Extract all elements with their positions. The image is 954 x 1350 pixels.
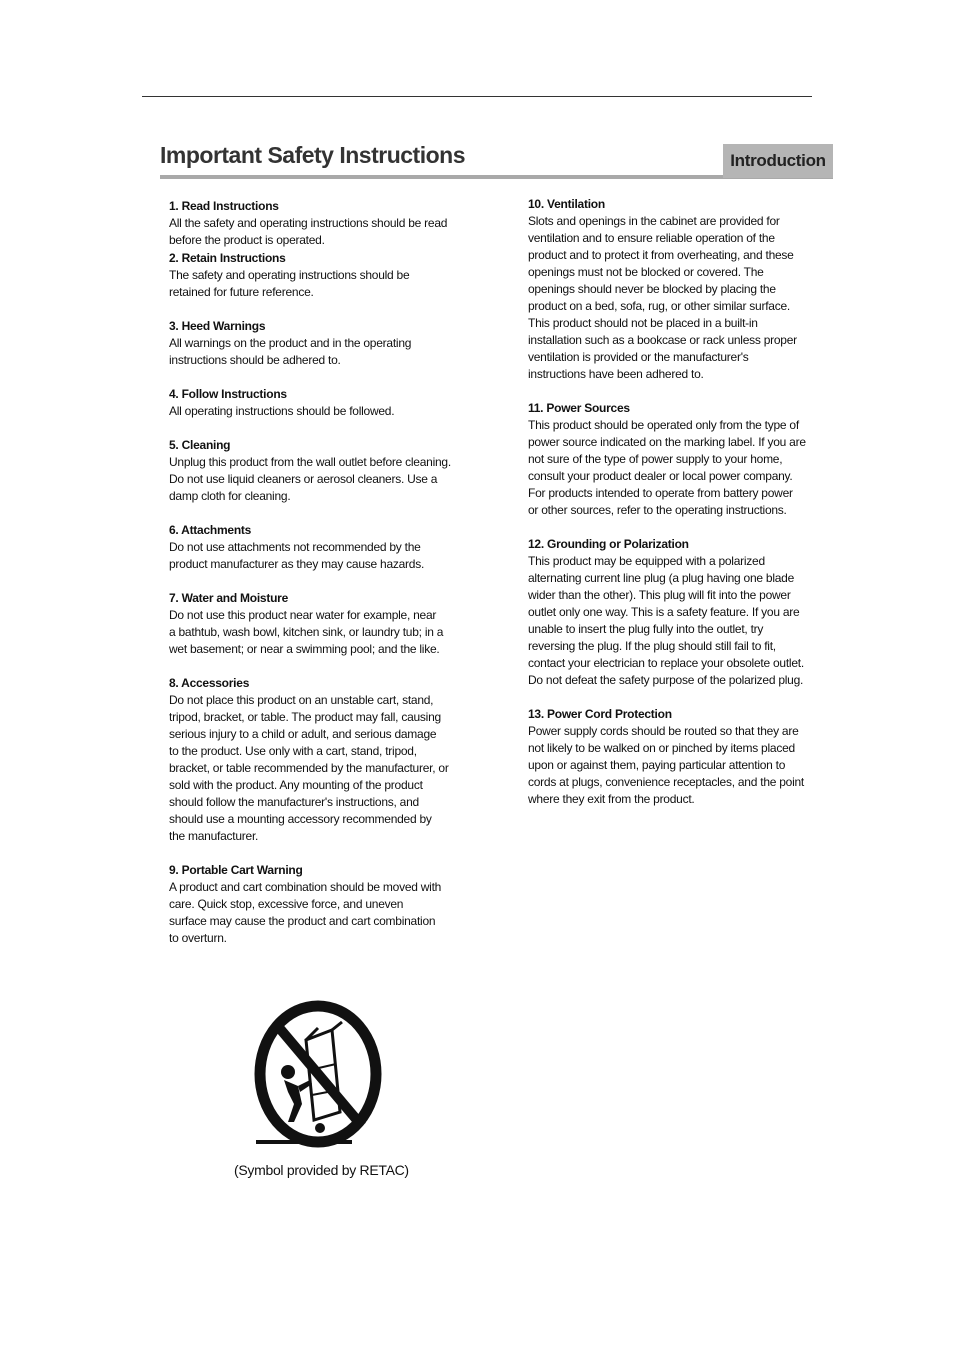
instruction-body: All operating instructions should be followed. xyxy=(169,404,395,418)
instruction-heading: 1. Read Instructions xyxy=(169,199,279,213)
instruction-item xyxy=(169,318,489,369)
instruction-heading: 10. Ventilation xyxy=(528,197,605,211)
instruction-body: Slots and openings in the cabinet are provided for ventilation and to ensure reliable operation of the product and to protect it from overheating, and these openings must not be blocked or covered. The openings should never be blocked by placing the product on a bed, sofa, rug, or other similar surface. This product should not be placed in a built-in installation such as a bookcase or rack unless proper ventilation is provided or the manufacturer's instructions have been adhered to. xyxy=(528,214,797,381)
instruction-heading: 8. Accessories xyxy=(169,676,250,690)
instruction-body: This product may be equipped with a polarized alternating current line plug (a plug having one blade wider than the other). This plug will fit into the power outlet only one way. This is a safety feature. If you are unable to insert the plug fully into the outlet, try reversing the plug. If the plug should still fail to fit, contact your electrician to replace your obsolete outlet. Do not defeat the safety purpose of the polarized plug. xyxy=(528,554,804,687)
instruction-item xyxy=(528,400,838,519)
instruction-heading: 6. Attachments xyxy=(169,523,252,537)
instruction-heading: 11. Power Sources xyxy=(528,401,630,415)
instruction-heading: 13. Power Cord Protection xyxy=(528,707,672,721)
instruction-body: Power supply cords should be routed so that they are not likely to be walked on or pinched by items placed upon or against them, paying particular attention to cords at plugs, convenience receptacles, and the point where they exit from the product. xyxy=(528,724,805,806)
top-rule xyxy=(142,96,812,97)
instruction-item xyxy=(169,198,489,249)
instruction-item xyxy=(169,590,489,658)
instruction-item xyxy=(169,437,489,505)
instruction-heading: 7. Water and Moisture xyxy=(169,591,288,605)
section-badge: Introduction xyxy=(723,144,833,178)
instruction-item xyxy=(528,706,838,808)
instruction-body: Do not place this product on an unstable cart, stand, tripod, bracket, or table. The product may fall, causing serious injury to a child or adult, and serious damage to the product. Use only with a cart, stand, tripod, bracket, or table recommended by the manufacturer, or sold with the product. Any mounting of the product should follow the manufacturer's instructions, and should use a mounting accessory recommended by the manufacturer. xyxy=(169,693,449,843)
instruction-heading: 2. Retain Instructions xyxy=(169,251,286,265)
instruction-body: The safety and operating instructions should be retained for future reference. xyxy=(169,268,410,299)
left-column xyxy=(169,198,489,947)
instruction-item xyxy=(528,196,838,383)
instruction-item xyxy=(528,536,838,689)
instruction-body: All the safety and operating instructions should be read before the product is operated. xyxy=(169,216,448,247)
instruction-item xyxy=(169,675,489,845)
symbol-caption: (Symbol provided by RETAC) xyxy=(234,1162,409,1178)
instruction-heading: 5. Cleaning xyxy=(169,438,231,452)
instruction-heading: 12. Grounding or Polarization xyxy=(528,537,689,551)
instruction-item xyxy=(169,250,489,301)
instruction-heading: 3. Heed Warnings xyxy=(169,319,266,333)
instruction-body: Unplug this product from the wall outlet before cleaning. Do not use liquid cleaners or aerosol cleaners. Use a damp cloth for cleaning. xyxy=(169,455,451,503)
page-title: Important Safety Instructions xyxy=(160,142,465,168)
instruction-body: Do not use attachments not recommended by the product manufacturer as they may cause hazards. xyxy=(169,540,425,571)
instruction-body: Do not use this product near water for example, near a bathtub, wash bowl, kitchen sink, or laundry tub; in a wet basement; or near a swimming pool; and the like. xyxy=(169,608,444,656)
instruction-heading: 9. Portable Cart Warning xyxy=(169,863,303,877)
instruction-item xyxy=(169,522,489,573)
instruction-heading: 4. Follow Instructions xyxy=(169,387,287,401)
instruction-body: All warnings on the product and in the operating instructions should be adhered to. xyxy=(169,336,412,367)
instruction-body: A product and cart combination should be moved with care. Quick stop, excessive force, and uneven surface may cause the product and cart combination to overturn. xyxy=(169,880,442,945)
instruction-item xyxy=(169,862,489,947)
instruction-item xyxy=(169,386,489,420)
instruction-body: This product should be operated only from the type of power source indicated on the marking label. If you are not sure of the type of power supply to your home, consult your product dealer or local power company. For products intended to operate from battery power or other sources, refer to the operating instructions. xyxy=(528,418,806,517)
right-column xyxy=(528,196,838,808)
cart-tip-over-warning-icon xyxy=(250,1000,390,1150)
